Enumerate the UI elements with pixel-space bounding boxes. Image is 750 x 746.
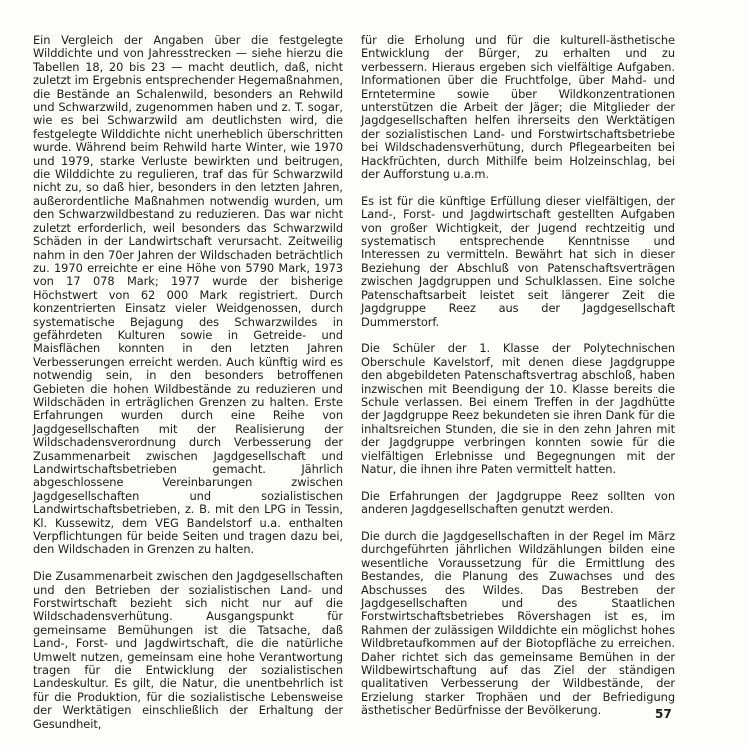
paragraph: Es ist für die künftige Erfüllung dieser vielfältigen, der Land-, Forst- und Jagdwirtschaft gestellten Aufgaben von großer Wichtigkeit, der Jugend rechtzeitig und systematisch entsprechende Kenntnisse und Interessen zu vermitteln. Bewährt hat sich in dieser Beziehung der Abschluß von Patenschaftsverträgen zwischen Jagdgruppen und Schulklassen. Eine solche Patenschaftsarbeit leistet seit längerer Zeit die Jagdgruppe Reez aus der Jagdgesellschaft Dummerstorf. — [361, 193, 675, 329]
paragraph: Die Zusammenarbeit zwischen den Jagdgesellschaften und den Betrieben der sozialistischen Land- und Forstwirtschaft bezieht sich nicht nur auf die Wildschadensverhütung. Ausgangspunkt für gemeinsame Bemühungen ist die Tatsache, daß Land-, Forst- und Jagdwirtschaft, die die natürliche Umwelt nutzen, gemeinsam eine hohe Verantwortung tragen für die Entwicklung der sozialistischen Landeskultur. Es gilt, die Natur, die unentbehrlich ist für die Produktion, für die sozialistische Lebensweise der Werktätigen einschließlich der Erhaltung der Gesundheit, — [33, 569, 343, 731]
paragraph: für die Erholung und für die kulturell-ästhetische Entwicklung der Bürger, zu erhalten und zu verbessern. Hieraus ergeben sich vielfältige Aufgaben. Informationen über die Fruchtfolge, über Mahd- und Erntetermine sowie über Wildkonzentrationen unterstützen die Arbeit der Jäger; die Mitglieder der Jagdgesellschaften helfen ihrerseits den Werktätigen der sozialistischen Land- und Forstwirtschaftsbetriebe bei Wildschadensverhütung, durch Pflegearbeiten bei Hackfrüchten, durch Mithilfe beim Holzeinschlag, bei der Aufforstung u.a.m. — [361, 33, 675, 182]
paragraph: Die Schüler der 1. Klasse der Polytechnischen Oberschule Kavelstorf, mit denen diese Jagdgruppe den abgebildeten Patenschaftsvertrag abschloß, haben inzwischen mit Beendigung der 10. Klasse bereits die Schule verlassen. Bei einem Treffen in der Jagdhütte der Jagdgruppe Reez bekundeten sie ihren Dank für die inhaltsreichen Stunden, die sie in den zehn Jahren mit der Jagdgruppe verbringen konnten sowie für die vielfältigen Erlebnisse und Begegnungen mit der Natur, die ihnen ihre Paten vermittelt hatten. — [361, 341, 675, 476]
right-text-column — [361, 34, 675, 731]
paragraph: Die Erfahrungen der Jagdgruppe Reez sollten von anderen Jagdgesellschaften genutzt werden. — [361, 488, 675, 517]
paragraph: Ein Vergleich der Angaben über die festgelegte Wilddichte und von Jahresstrecken — siehe hierzu die Tabellen 18, 20 bis 23 — macht deutlich, daß, nicht zuletzt im Ergebnis entsprechender Hegemaßnahmen, die Bestände an Schalenwild, besonders an Rehwild und Schwarzwild, zugenommen haben und z. T. sogar, wie es bei Schwarzwild am deutlichsten wird, die festgelegte Wilddichte nicht unerheblich überschritten wurde. Während beim Rehwild harte Winter, wie 1970 und 1979, starke Verluste bewirkten und beitrugen, die Wilddichte zu regulieren, traf das für Schwarzwild nicht zu, so daß hier, besonders in den letzten Jahren, außerordentliche Maßnahmen notwendig wurden, um den Schwarzwildbestand zu reduzieren. Das war nicht zuletzt erforderlich, weil besonders das Schwarzwild Schäden in der Landwirtschaft verursacht. Zeitweilig nahm in den 70er Jahren der Wildschaden beträchtlich zu. 1970 erreichte er eine Höhe von 5790 Mark, 1973 von 17 078 Mark; 1977 wurde der bisherige Höchstwert von 62 000 Mark registriert. Durch konzentrierten Einsatz vieler Weidgenossen, durch systematische Bejagung des Schwarzwildes in gefährdeten Kulturen sowie in Getreide- und Maisflächen konnten in den letzten Jahren Verbesserungen erreicht werden. Auch künftig wird es notwendig sein, in den besonders betroffenen Gebieten die hohen Wildbestände zu reduzieren und Wildschäden in erträglichen Grenzen zu halten. Erste Erfahrungen wurden durch eine Reihe von Jagdgesellschaften mit der Realisierung der Wildschadensverordnung durch Verbesserung der Zusammenarbeit zwischen Jagdgesellschaft und Landwirtschaftsbetrieben gemacht. Jährlich abgeschlossene Vereinbarungen zwischen Jagdgesellschaften und sozialistischen Landwirtschaftsbetrieben, z. B. mit den LPG in Tessin, Kl. Kussewitz, dem VEG Bandelstorf u.a. enthalten Verpflichtungen für beide Seiten und tragen dazu bei, den Wildschaden in Grenzen zu halten. — [33, 33, 343, 557]
page-number: 57 — [655, 707, 672, 721]
left-text-column — [33, 34, 343, 745]
paragraph: Die durch die Jagdgesellschaften in der Regel im März durchgeführten jährlichen Wildzählungen bilden eine wesentliche Voraussetzung für die Ermittlung des Bestandes, die Planung des Zuwachses und des Abschusses des Wildes. Das Bestreben der Jagdgesellschaften und des Staatlichen Forstwirtschaftsbetriebes Rövershagen ist es, im Rahmen der zulässigen Wilddichte ein möglichst hohes Wildbretaufkommen auf der Biotopfläche zu erreichen. Daher richtet sich das gemeinsame Bemühen in der Wildbewirtschaftung auf das Ziel der ständigen qualitativen Verbesserung der Wildbestände, der Erzielung starker Trophäen und der Befriedigung ästhetischer Bedürfnisse der Bevölkerung. — [361, 528, 675, 718]
